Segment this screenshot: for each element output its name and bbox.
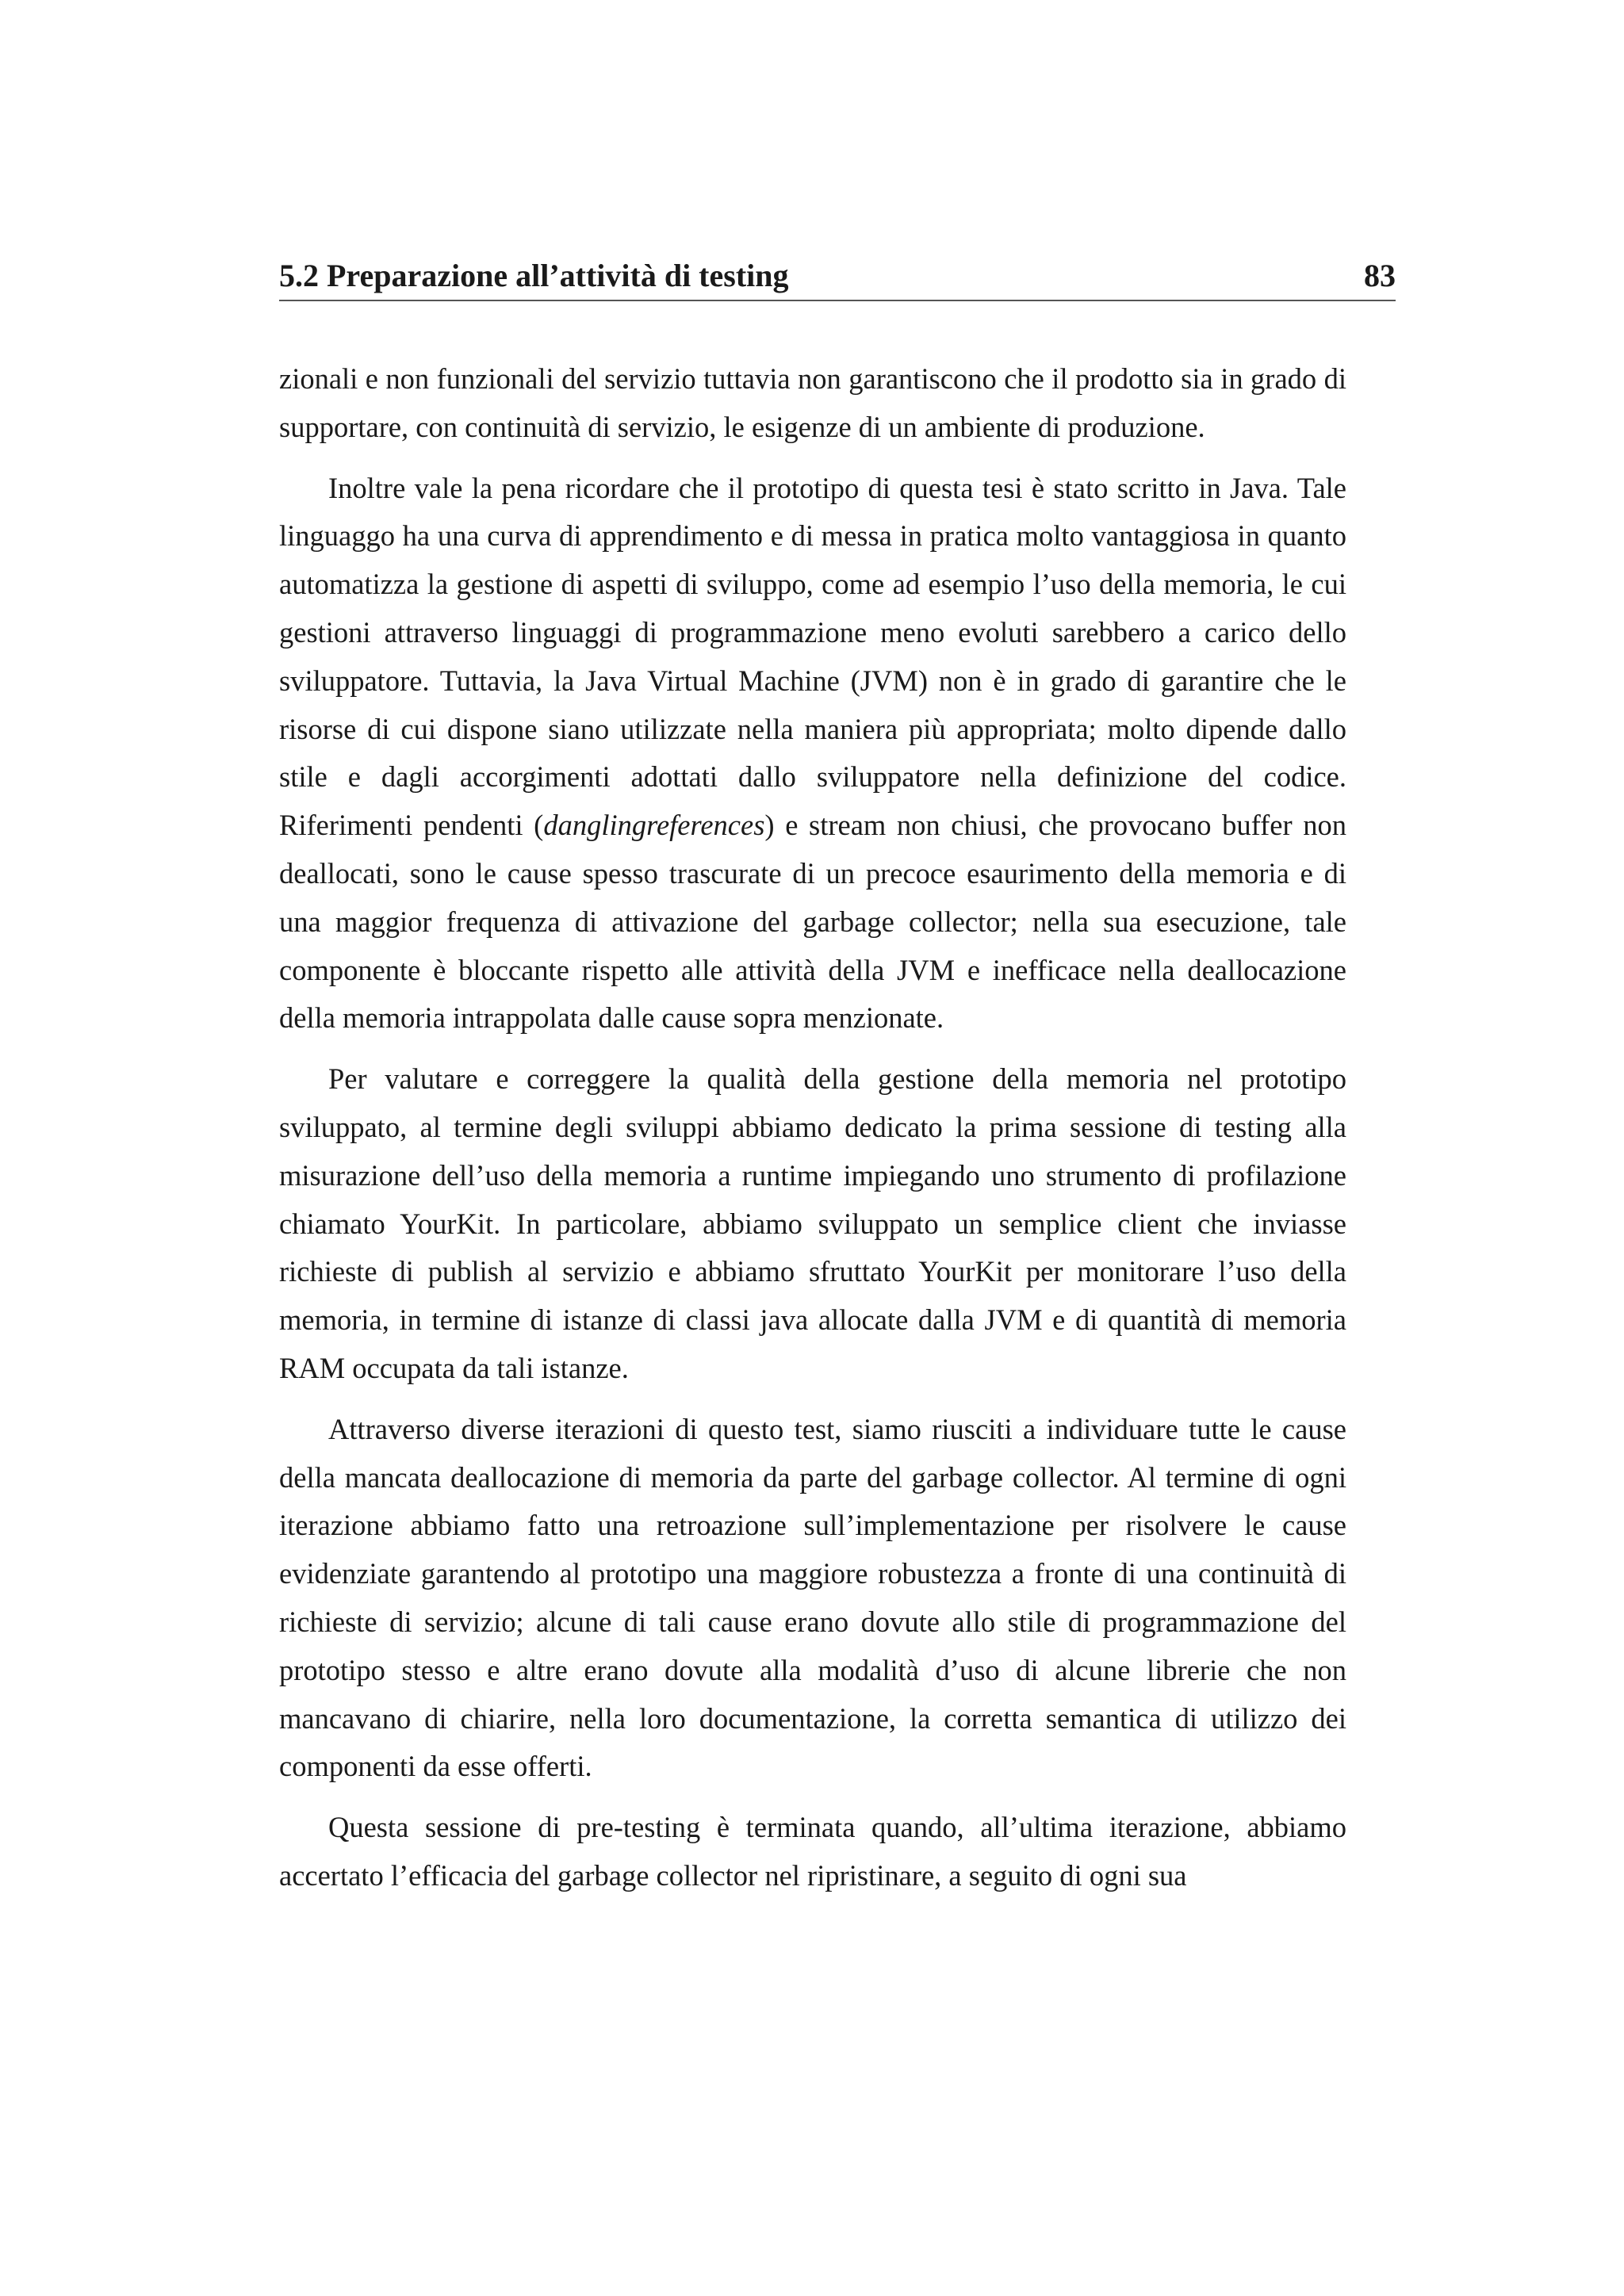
paragraph-1-text: zionali e non funzionali del servizio tuttavia non garantiscono che il prodotto sia in grado di supportare, con continuità di servizio, le esigenze di un ambiente di produzione. (279, 362, 1346, 443)
paragraph-2-text-after: ) e stream non chiusi, che provocano buffer non deallocati, sono le cause spesso trascurate di un precoce esaurimento della memoria e di una maggior frequenza di attivazione del garbage collector; nella sua esecuzione, tale componente è bloccante rispetto alle attività della JVM e inefficace nella deallocazione della memoria intrappolata dalle cause sopra menzionate. (279, 809, 1346, 1035)
running-header (279, 252, 1396, 301)
section-title: 5.2 Preparazione all’attività di testing (279, 258, 789, 293)
paragraph-2-italic-term: danglingreferences (543, 809, 765, 842)
paragraph-5-text: Questa sessione di pre-testing è terminata quando, all’ultima iterazione, abbiamo accertato l’efficacia del garbage collector nel ripristinare, a seguito di ogni sua (279, 1811, 1346, 1892)
paragraph-2 (279, 465, 1346, 1043)
paragraph-1 (279, 355, 1346, 452)
paragraph-5 (279, 1804, 1346, 1900)
paragraph-3 (279, 1055, 1346, 1393)
paragraph-3-text: Per valutare e correggere la qualità della gestione della memoria nel prototipo sviluppato, al termine degli sviluppi abbiamo dedicato la prima sessione di testing alla misurazione dell’uso della memoria a runtime impiegando uno strumento di profilazione chiamato YourKit. In particolare, abbiamo sviluppato un semplice client che inviasse richieste di publish al servizio e abbiamo sfruttato YourKit per monitorare l’uso della memoria, in termine di istanze di classi java allocate dalla JVM e di quantità di memoria RAM occupata da tali istanze. (279, 1062, 1346, 1384)
page-number: 83 (1364, 258, 1396, 293)
paragraph-4-text: Attraverso diverse iterazioni di questo test, siamo riusciti a individuare tutte le cause della mancata deallocazione di memoria da parte del garbage collector. Al termine di ogni iterazione abbiamo fatto una retroazione sull’implementazione per risolvere le cause evidenziate garantendo al prototipo una maggiore robustezza a fronte di una continuità di richieste di servizio; alcune di tali cause erano dovute allo stile di programmazione del prototipo stesso e altre erano dovute alla modalità d’uso di alcune librerie che non mancavano di chiarire, nella loro documentazione, la corretta semantica di utilizzo dei componenti da esse offerti. (279, 1412, 1346, 1783)
paragraph-4 (279, 1406, 1346, 1791)
body-text (279, 355, 1346, 1900)
paragraph-2-text-before: Inoltre vale la pena ricordare che il prototipo di questa tesi è stato scritto in Java. Tale linguaggo ha una curva di apprendimento e di messa in pratica molto vantaggiosa in quanto automatizza la gestione di aspetti di sviluppo, come ad esempio l’uso della memoria, le cui gestioni attraverso linguaggi di programmazione meno evoluti sarebbero a carico dello sviluppatore. Tuttavia, la Java Virtual Machine (JVM) non è in grado di garantire che le risorse di cui dispone siano utilizzate nella maniera più appropriata; molto dipende dallo stile e dagli accorgimenti adottati dallo sviluppatore nella definizione del codice. Riferimenti pendenti ( (279, 471, 1346, 842)
